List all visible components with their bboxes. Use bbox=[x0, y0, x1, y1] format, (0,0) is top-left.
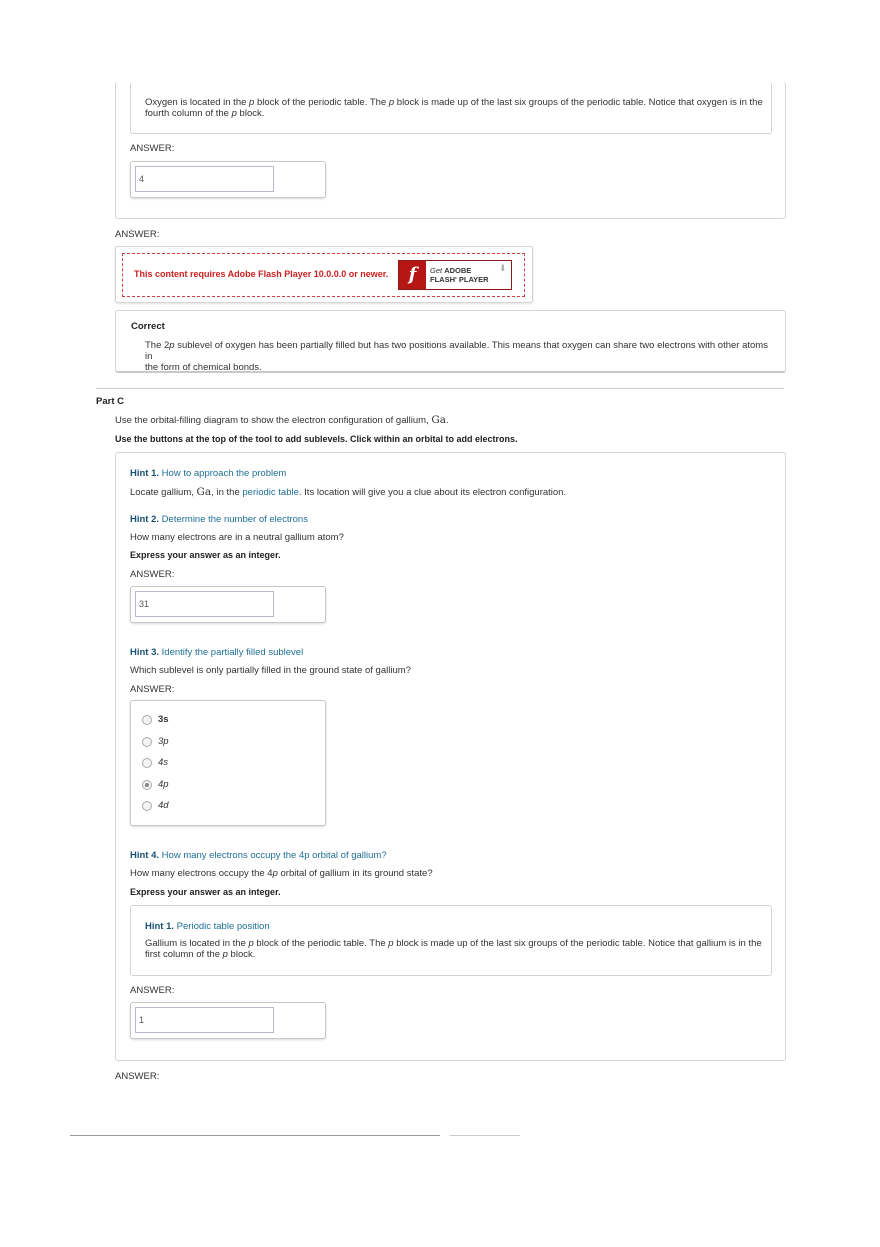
hint3-radio-4d[interactable] bbox=[142, 801, 152, 811]
hint3-radio-3s[interactable] bbox=[142, 715, 152, 725]
hint4-express: Express your answer as an integer. bbox=[130, 887, 281, 897]
hint2-header[interactable]: Hint 2. Determine the number of electrons bbox=[130, 514, 308, 525]
section-divider bbox=[96, 388, 784, 389]
hint3-radio-4s[interactable] bbox=[142, 758, 152, 768]
correct-title: Correct bbox=[131, 321, 165, 332]
hint4-subhint-text: Gallium is located in the p block of the periodic table. The p block is made up of the last six groups of the periodic table. Notice that gallium is in the first column of the p block. bbox=[145, 938, 762, 960]
hint3-option-label: 3p bbox=[158, 735, 169, 747]
flash-logo-icon: f bbox=[399, 261, 426, 289]
hint3-option-label: 4s bbox=[158, 757, 169, 768]
hint1-header[interactable]: Hint 1. How to approach the problem bbox=[130, 468, 287, 479]
hint1-text: Locate gallium, Ga, in the periodic table. Its location will give you a clue about its electron configuration. bbox=[130, 486, 567, 498]
hint3-radio-3p[interactable] bbox=[142, 737, 152, 747]
hint2-answer-input[interactable]: 31 bbox=[135, 591, 274, 617]
hint2-question: How many electrons are in a neutral gallium atom? bbox=[130, 532, 344, 543]
partC-bold-instruction: Use the buttons at the top of the tool to add sublevels. Click within an orbital to add electrons. bbox=[115, 434, 518, 444]
hint3-header[interactable]: Hint 3. Identify the partially filled sublevel bbox=[130, 647, 304, 658]
partB-hint-text: Oxygen is located in the p block of the periodic table. The p block is made up of the last six groups of the periodic table. Notice that oxygen is in the fourth column of the p block. bbox=[145, 97, 763, 119]
hint3-answer-label: ANSWER: bbox=[130, 684, 175, 695]
get-flash-player-button[interactable] bbox=[398, 260, 512, 290]
partC-instruction: Use the orbital-filling diagram to show the electron configuration of gallium, Ga. bbox=[115, 414, 449, 426]
partC-answer-label: ANSWER: bbox=[115, 1071, 160, 1082]
footer-line-short bbox=[450, 1135, 520, 1136]
footer-line bbox=[70, 1135, 440, 1136]
hint2-answer-label: ANSWER: bbox=[130, 569, 175, 580]
partB-answer-label: ANSWER: bbox=[130, 143, 175, 154]
hint3-option-label: 3s bbox=[158, 714, 169, 725]
hint4-question: How many electrons occupy the 4p orbital of gallium in its ground state? bbox=[130, 868, 433, 879]
hint4-answer-label: ANSWER: bbox=[130, 985, 175, 996]
hint3-option-label: 4d bbox=[158, 800, 169, 811]
periodic-table-link[interactable]: periodic table bbox=[242, 487, 299, 498]
hint3-radio-4p[interactable] bbox=[142, 780, 152, 790]
partB-answer-input[interactable]: 4 bbox=[135, 166, 274, 192]
hint3-question: Which sublevel is only partially filled in the ground state of gallium? bbox=[130, 665, 411, 676]
correct-text: The 2p sublevel of oxygen has been partially filled but has two positions available. This means that oxygen can share two electrons with other atoms in the form of chemical bonds. bbox=[145, 340, 768, 373]
flash-button-text: Get ADOBE FLASH' PLAYER bbox=[430, 266, 489, 284]
partC-title: Part C bbox=[96, 396, 124, 407]
partB-flash-answer-label: ANSWER: bbox=[115, 229, 160, 240]
hint2-express: Express your answer as an integer. bbox=[130, 550, 281, 560]
flash-message: This content requires Adobe Flash Player 10.0.0.0 or newer. bbox=[134, 269, 389, 279]
hint3-option-label: 4p bbox=[158, 778, 169, 790]
download-arrow-icon: ⬇ bbox=[499, 263, 507, 273]
hint4-header[interactable]: Hint 4. How many electrons occupy the 4p orbital of gallium? bbox=[130, 850, 387, 861]
hint4-subhint-header[interactable]: Hint 1. Periodic table position bbox=[145, 921, 270, 932]
hint4-answer-input[interactable]: 1 bbox=[135, 1007, 274, 1033]
